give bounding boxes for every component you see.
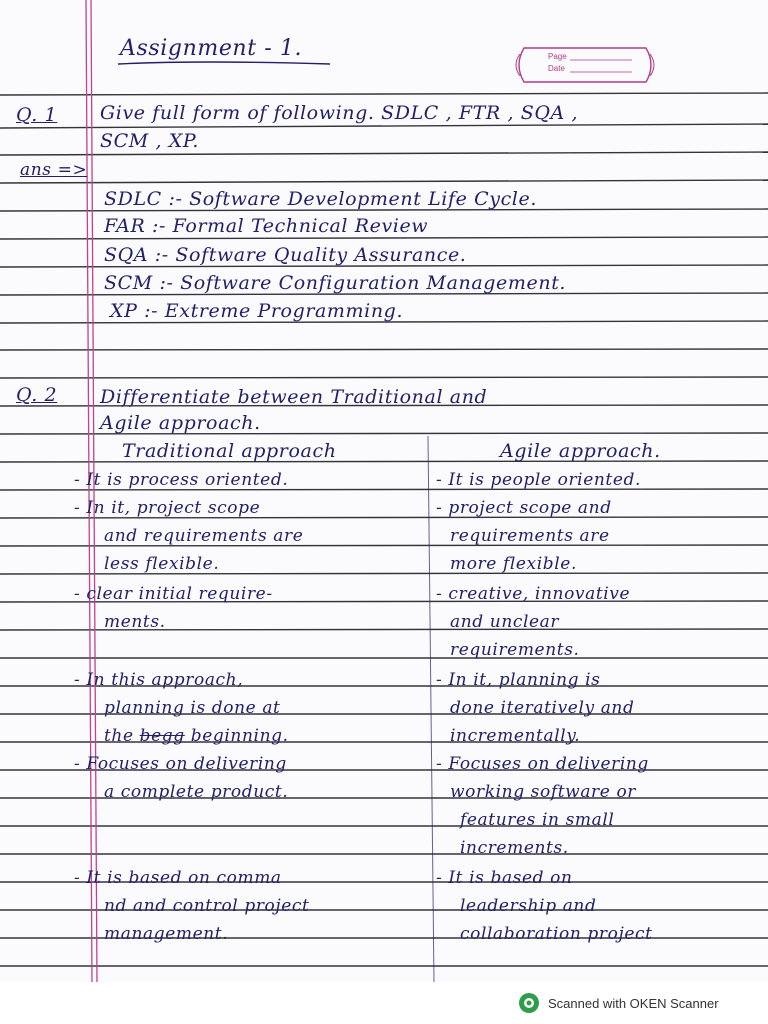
date-label: Date — [548, 64, 565, 73]
traditional-text: the — [104, 726, 140, 746]
ans-label: ans => — [20, 160, 88, 180]
agile-header: Agile approach. — [500, 440, 661, 462]
traditional-line: nd and control project — [104, 896, 310, 916]
q1-number: Q. 1 — [16, 104, 58, 126]
agile-line: - In it, planning is — [436, 670, 601, 690]
traditional-line: - clear initial require- — [74, 584, 273, 604]
page-date-stamp — [510, 40, 660, 90]
traditional-line: - It is based on comma — [74, 868, 282, 888]
traditional-line — [104, 726, 289, 746]
traditional-header: Traditional approach — [122, 440, 337, 462]
traditional-line: - It is process oriented. — [74, 470, 289, 490]
q2-text-line2: Agile approach. — [100, 412, 261, 434]
traditional-line: management. — [104, 924, 229, 944]
agile-line: requirements. — [450, 640, 580, 660]
agile-line: incrementally. — [450, 726, 581, 746]
q1-text-line1: Give full form of following. SDLC , FTR , SQA , — [100, 102, 579, 124]
stamp-frame-icon — [510, 40, 660, 90]
agile-line: leadership and — [460, 896, 597, 916]
traditional-line: a complete product. — [104, 782, 289, 802]
traditional-line: - Focuses on delivering — [74, 754, 287, 774]
traditional-line: - In it, project scope — [74, 498, 261, 518]
q2-text-line1: Differentiate between Traditional and — [100, 386, 488, 408]
struck-out-word: begg — [139, 726, 185, 746]
traditional-line: and requirements are — [104, 526, 304, 546]
agile-line: working software or — [450, 782, 637, 802]
agile-line: more flexible. — [450, 554, 577, 574]
agile-line: - Focuses on delivering — [436, 754, 649, 774]
answer-sdlc: SDLC :- Software Development Life Cycle. — [104, 188, 537, 210]
agile-line: done iteratively and — [450, 698, 635, 718]
traditional-line: - In this approach, — [74, 670, 244, 690]
agile-line: - It is people oriented. — [436, 470, 642, 490]
scanner-text: Scanned with OKEN Scanner — [548, 995, 719, 1011]
q2-number: Q. 2 — [16, 384, 58, 406]
traditional-text: beginning. — [184, 726, 289, 746]
agile-line: collaboration project — [460, 924, 653, 944]
agile-line: and unclear — [450, 612, 560, 632]
assignment-title: Assignment - 1. — [120, 36, 303, 61]
answer-scm: SCM :- Software Configuration Management. — [104, 272, 567, 294]
traditional-line: planning is done at — [104, 698, 281, 718]
agile-line: requirements are — [450, 526, 610, 546]
agile-line: - creative, innovative — [436, 584, 631, 604]
scanner-watermark — [518, 992, 719, 1014]
answer-sqa: SQA :- Software Quality Assurance. — [104, 244, 467, 266]
traditional-line: less flexible. — [104, 554, 220, 574]
agile-line: features in small — [460, 810, 615, 830]
agile-line: - project scope and — [436, 498, 612, 518]
page-label: Page — [548, 52, 567, 61]
agile-line: increments. — [460, 838, 569, 858]
q1-text-line2: SCM , XP. — [100, 130, 200, 152]
scanner-logo-icon — [518, 992, 540, 1014]
agile-line: - It is based on — [436, 868, 573, 888]
answer-ftr: FAR :- Formal Technical Review — [104, 215, 429, 237]
answer-xp: XP :- Extreme Programming. — [110, 300, 404, 322]
traditional-line: ments. — [104, 612, 166, 632]
